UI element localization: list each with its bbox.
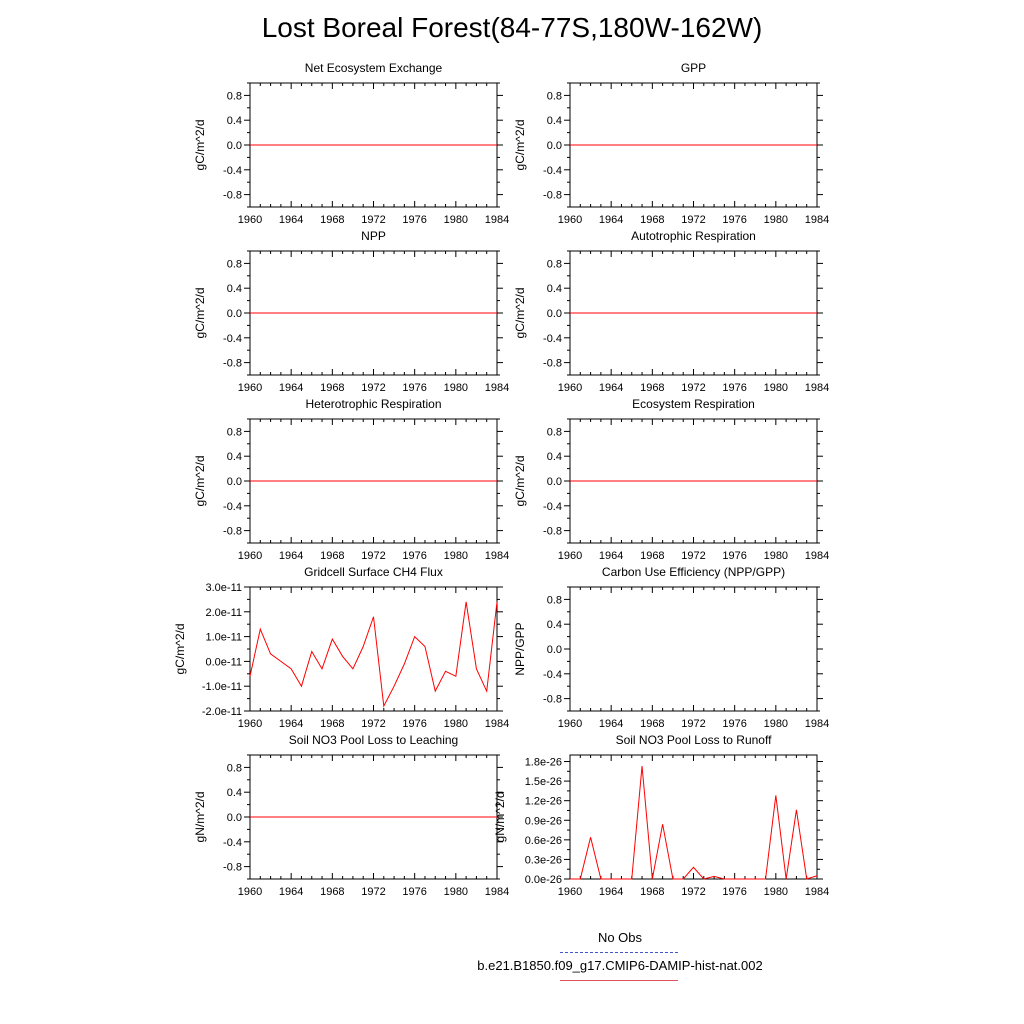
chart-panel-3	[193, 229, 509, 394]
legend	[440, 930, 800, 986]
y-tick-label: 1.5e-26	[524, 776, 562, 789]
y-tick-label: 1.0e-11	[205, 631, 242, 644]
y-tick-label: 0.8	[546, 258, 562, 271]
y-tick-label: 0.4	[546, 283, 562, 296]
x-tick-label: 1984	[484, 214, 510, 226]
y-tick-label: 0.4	[226, 283, 242, 296]
x-tick-label: 1976	[402, 886, 427, 898]
legend-model-label: b.e21.B1850.f09_g17.CMIP6-DAMIP-hist-nat.002	[477, 958, 763, 973]
y-tick-label: -0.8	[543, 357, 562, 370]
x-tick-label: 1980	[443, 886, 469, 898]
x-tick-label: 1980	[443, 550, 469, 562]
x-tick-label: 1972	[361, 382, 386, 394]
y-tick-label: 0.0	[546, 476, 562, 488]
x-tick-label: 1960	[557, 214, 583, 226]
x-tick-label: 1976	[722, 382, 747, 394]
x-tick-label: 1972	[681, 886, 706, 898]
legend-obs-label: No Obs	[597, 930, 643, 945]
y-tick-label: -0.4	[543, 500, 562, 513]
page-title: Lost Boreal Forest(84-77S,180W-162W)	[261, 12, 763, 43]
plot-title: Soil NO3 Pool Loss to Leaching	[288, 733, 459, 747]
x-tick-label: 1976	[722, 718, 747, 730]
x-tick-label: 1968	[640, 886, 665, 898]
y-tick-label: -0.4	[543, 164, 562, 177]
x-tick-label: 1972	[361, 550, 386, 562]
y-tick-label: -0.8	[223, 189, 242, 202]
y-tick-label: 0.8	[226, 762, 242, 775]
x-tick-label: 1984	[804, 382, 830, 394]
x-tick-label: 1980	[763, 214, 789, 226]
y-axis-label: gC/m^2/d	[193, 287, 207, 339]
x-tick-label: 1972	[681, 718, 706, 730]
y-axis-label: gN/m^2/d	[493, 791, 507, 843]
x-tick-label: 1984	[804, 886, 830, 898]
x-tick-label: 1980	[443, 382, 469, 394]
x-tick-label: 1964	[278, 886, 304, 898]
x-tick-label: 1976	[402, 382, 427, 394]
x-tick-label: 1964	[598, 718, 624, 730]
x-tick-label: 1960	[557, 382, 583, 394]
y-tick-label: -0.8	[223, 861, 242, 874]
chart-panel-7	[173, 565, 509, 730]
x-tick-label: 1964	[278, 382, 304, 394]
y-tick-label: -1.0e-11	[201, 681, 242, 694]
y-tick-label: -0.4	[223, 332, 242, 345]
plot-title: Net Ecosystem Exchange	[304, 61, 443, 75]
x-tick-label: 1960	[237, 550, 263, 562]
y-tick-label: 0.8	[546, 594, 562, 607]
x-tick-label: 1960	[557, 718, 583, 730]
x-tick-label: 1968	[640, 718, 665, 730]
plot-title: NPP	[361, 229, 386, 243]
series-line	[570, 766, 817, 879]
x-tick-label: 1964	[278, 214, 304, 226]
x-tick-label: 1960	[237, 886, 263, 898]
x-tick-label: 1976	[402, 550, 427, 562]
y-tick-label: 0.9e-26	[524, 815, 562, 828]
y-axis-label: NPP/GPP	[513, 622, 527, 676]
y-tick-label: -0.8	[223, 357, 242, 370]
x-tick-label: 1976	[402, 214, 427, 226]
x-tick-label: 1984	[484, 718, 510, 730]
chart-panel-6	[513, 397, 829, 562]
plot-title: Heterotrophic Respiration	[305, 397, 442, 411]
y-tick-label: 0.0	[226, 140, 242, 152]
y-tick-label: 0.0	[226, 476, 242, 488]
x-tick-label: 1968	[320, 214, 345, 226]
x-tick-label: 1984	[804, 718, 830, 730]
x-tick-label: 1972	[361, 886, 386, 898]
chart-panel-8	[513, 565, 829, 730]
chart-panel-1	[193, 61, 509, 226]
y-tick-label: 0.4	[226, 115, 242, 128]
x-tick-label: 1976	[402, 718, 427, 730]
x-tick-label: 1968	[320, 886, 345, 898]
x-tick-label: 1960	[237, 382, 263, 394]
x-tick-label: 1964	[278, 550, 304, 562]
x-tick-label: 1964	[598, 382, 624, 394]
x-tick-label: 1980	[763, 382, 789, 394]
x-tick-label: 1980	[763, 718, 789, 730]
y-tick-label: 0.4	[226, 451, 242, 464]
x-tick-label: 1984	[804, 214, 830, 226]
y-tick-label: -0.4	[543, 332, 562, 345]
x-tick-label: 1968	[320, 718, 345, 730]
plot-title: Ecosystem Respiration	[632, 397, 755, 411]
x-tick-label: 1968	[320, 382, 345, 394]
x-tick-label: 1964	[278, 718, 304, 730]
y-tick-label: 0.8	[226, 258, 242, 271]
chart-panel-9	[193, 733, 509, 898]
plot-title: Gridcell Surface CH4 Flux	[304, 565, 443, 579]
y-tick-label: 1.2e-26	[524, 795, 562, 808]
x-tick-label: 1980	[763, 550, 789, 562]
y-tick-label: 0.3e-26	[524, 854, 562, 867]
x-tick-label: 1976	[722, 550, 747, 562]
x-tick-label: 1984	[484, 382, 510, 394]
x-tick-label: 1960	[557, 550, 583, 562]
chart-panel-4	[513, 229, 829, 394]
y-tick-label: -0.4	[223, 836, 242, 849]
series-line	[250, 602, 497, 706]
y-tick-label: 0.4	[226, 787, 242, 800]
chart-panel-2	[513, 61, 829, 226]
x-tick-label: 1972	[681, 550, 706, 562]
y-axis-label: gC/m^2/d	[513, 455, 527, 507]
plot-frame	[570, 755, 817, 879]
chart-panel-5	[193, 397, 509, 562]
x-tick-label: 1968	[640, 214, 665, 226]
y-tick-label: 2.0e-11	[205, 606, 242, 619]
x-tick-label: 1984	[484, 886, 510, 898]
y-tick-label: 0.0	[546, 140, 562, 152]
y-tick-label: -0.4	[543, 668, 562, 681]
y-tick-label: 0.0	[226, 812, 242, 824]
x-tick-label: 1964	[598, 550, 624, 562]
y-axis-label: gC/m^2/d	[193, 455, 207, 507]
y-tick-label: -0.8	[543, 693, 562, 706]
legend-model-swatch	[560, 980, 678, 981]
y-tick-label: 0.8	[546, 426, 562, 439]
y-tick-label: 0.0	[546, 644, 562, 656]
plot-frame	[570, 587, 817, 711]
x-tick-label: 1972	[361, 214, 386, 226]
y-axis-label: gC/m^2/d	[173, 623, 187, 675]
x-tick-label: 1972	[681, 382, 706, 394]
x-tick-label: 1984	[484, 550, 510, 562]
x-tick-label: 1960	[237, 214, 263, 226]
y-axis-label: gC/m^2/d	[513, 119, 527, 171]
y-tick-label: 0.4	[546, 451, 562, 464]
plot-title: GPP	[680, 61, 707, 75]
y-axis-label: gC/m^2/d	[193, 119, 207, 171]
x-tick-label: 1960	[557, 886, 583, 898]
plot-title: Autotrophic Respiration	[631, 229, 756, 243]
y-tick-label: -0.4	[223, 164, 242, 177]
y-tick-label: 0.6e-26	[524, 834, 562, 847]
x-tick-label: 1968	[320, 550, 345, 562]
x-tick-label: 1972	[681, 214, 706, 226]
y-tick-label: 0.8	[226, 90, 242, 103]
x-tick-label: 1980	[443, 214, 469, 226]
y-tick-label: 0.4	[546, 619, 562, 632]
x-tick-label: 1972	[361, 718, 386, 730]
x-tick-label: 1964	[598, 214, 624, 226]
y-tick-label: -0.8	[543, 525, 562, 538]
x-tick-label: 1976	[722, 886, 747, 898]
x-tick-label: 1968	[640, 382, 665, 394]
y-tick-label: -0.8	[543, 189, 562, 202]
y-tick-label: 1.8e-26	[524, 756, 562, 769]
y-tick-label: -2.0e-11	[201, 706, 242, 718]
y-axis-label: gC/m^2/d	[513, 287, 527, 339]
y-tick-label: 0.8	[546, 90, 562, 103]
chart-panel-10	[493, 733, 829, 898]
y-axis-label: gN/m^2/d	[193, 791, 207, 843]
y-tick-label: 0.0	[546, 308, 562, 320]
x-tick-label: 1980	[443, 718, 469, 730]
x-tick-label: 1960	[237, 718, 263, 730]
y-tick-label: -0.4	[223, 500, 242, 513]
legend-obs-swatch	[560, 952, 678, 953]
x-tick-label: 1980	[763, 886, 789, 898]
y-tick-label: 0.8	[226, 426, 242, 439]
y-tick-label: 0.0e-11	[205, 656, 242, 669]
y-tick-label: 0.4	[546, 115, 562, 128]
x-tick-label: 1976	[722, 214, 747, 226]
y-tick-label: -0.8	[223, 525, 242, 538]
y-tick-label: 0.0e-26	[524, 874, 562, 886]
plot-title: Carbon Use Efficiency (NPP/GPP)	[601, 565, 786, 579]
x-tick-label: 1968	[640, 550, 665, 562]
y-tick-label: 0.0	[226, 308, 242, 320]
x-tick-label: 1984	[804, 550, 830, 562]
x-tick-label: 1964	[598, 886, 624, 898]
plot-title: Soil NO3 Pool Loss to Runoff	[615, 733, 772, 747]
y-tick-label: 3.0e-11	[205, 582, 242, 594]
